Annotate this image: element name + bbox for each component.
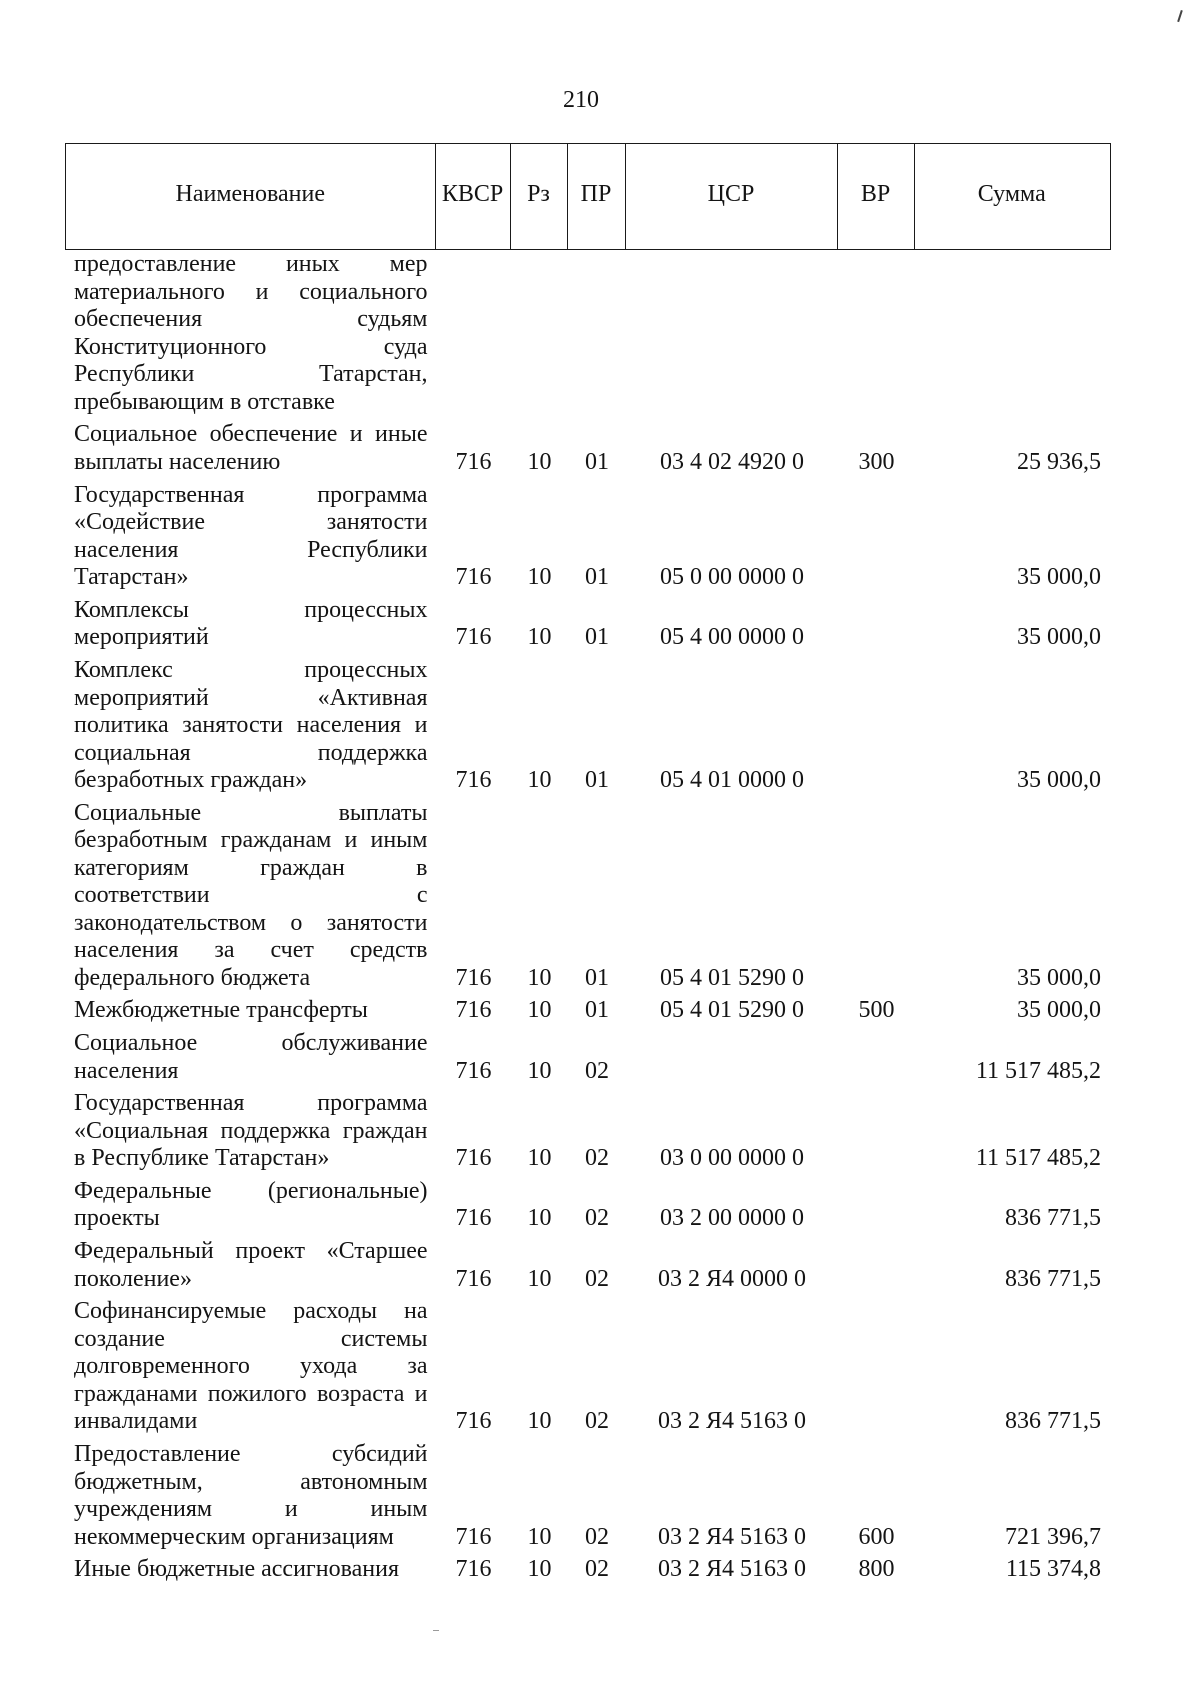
row-department-code: 716: [455, 564, 492, 591]
row-section-code: 10: [527, 448, 552, 475]
row-department-code: 716: [455, 624, 492, 651]
row-amount: 35 000,0: [1017, 767, 1101, 793]
row-section-code: 10: [527, 564, 552, 591]
table-header: [65, 143, 1111, 250]
budget-table: [65, 143, 1111, 1584]
row-amount: 11 517 485,2: [975, 1145, 1101, 1172]
row-section-code: 10: [527, 624, 552, 651]
row-name-line: Татарстан»: [74, 564, 189, 591]
row-name-line: законодательством о занятости: [74, 909, 428, 936]
row-amount: 836 771,5: [1005, 1205, 1101, 1232]
row-name-line: Предоставление субсидий: [74, 1441, 428, 1467]
row-department-code: 716: [455, 448, 492, 475]
row-name-line: Конституционного суда: [74, 333, 428, 360]
row-name-line: Федеральный проект «Старшее: [74, 1238, 428, 1265]
table-row: [65, 251, 1111, 416]
row-name-line: долговременного ухода за: [74, 1353, 428, 1380]
row-name-cell: [65, 1090, 436, 1173]
row-name-cell: [65, 1298, 436, 1436]
table-row: [65, 597, 1111, 652]
row-name-line: соответствии с: [74, 882, 428, 909]
header-name: Наименование: [66, 144, 436, 249]
row-department-code: 716: [455, 1205, 492, 1232]
header-expense-type-code: ВР: [838, 144, 915, 249]
row-subsection-code: 01: [585, 624, 609, 651]
row-department-code: 716: [455, 1145, 492, 1172]
row-section-code: 10: [527, 1057, 552, 1084]
row-department-code: 716: [455, 997, 492, 1024]
row-department-code: 716: [455, 1523, 492, 1550]
row-section-code: 10: [527, 1523, 552, 1550]
row-target-item-code: 05 4 01 0000 0: [660, 767, 804, 793]
row-amount: 35 000,0: [1017, 997, 1101, 1024]
row-name-line: Республики Татарстан,: [74, 361, 428, 388]
row-name-line: некоммерческим организациям: [74, 1523, 394, 1550]
page-number: 210: [563, 87, 599, 113]
row-target-item-code: 03 2 Я4 5163 0: [657, 1408, 806, 1435]
row-target-item-code: 03 2 Я4 0000 0: [657, 1265, 806, 1292]
row-amount: 25 936,5: [1017, 448, 1101, 475]
row-subsection-code: 02: [585, 1556, 609, 1583]
row-target-item-code: 03 2 00 0000 0: [660, 1205, 804, 1232]
row-name-cell: [65, 997, 436, 1025]
table-row: [65, 482, 1111, 592]
row-department-code: 716: [455, 1265, 492, 1292]
table-row: [65, 1556, 1111, 1584]
table-row: [65, 1178, 1111, 1233]
row-department-code: 716: [455, 1408, 492, 1435]
row-expense-type-code: 300: [858, 448, 895, 475]
row-department-code: 716: [455, 1057, 492, 1084]
row-name-line: Софинансируемые расходы на: [74, 1298, 428, 1325]
table-row: [65, 800, 1111, 993]
row-name-line: категориям граждан в: [74, 854, 428, 881]
row-name-cell: [65, 1238, 436, 1293]
row-section-code: 10: [527, 1205, 552, 1232]
row-name-line: проекты: [74, 1205, 160, 1232]
row-name-line: Социальное обслуживание: [74, 1030, 428, 1057]
header-subsection-code: ПР: [568, 144, 626, 249]
scan-mark: [1177, 10, 1182, 22]
row-target-item-code: 03 2 Я4 5163 0: [657, 1556, 806, 1583]
row-section-code: 10: [527, 767, 552, 793]
row-subsection-code: 01: [585, 997, 609, 1024]
row-expense-type-code: 500: [858, 997, 895, 1024]
row-name-line: материального и социального: [74, 278, 428, 305]
row-amount: 115 374,8: [1005, 1556, 1101, 1583]
row-name-line: Иные бюджетные ассигнования: [74, 1556, 399, 1583]
row-subsection-code: 01: [585, 964, 609, 991]
row-name-line: населения за счет средств: [74, 937, 428, 964]
row-name-line: социальная поддержка: [74, 739, 428, 766]
row-name-line: Комплекс процессных: [74, 657, 428, 683]
row-subsection-code: 02: [585, 1057, 609, 1084]
row-amount: 11 517 485,2: [975, 1057, 1101, 1084]
row-name-cell: [65, 1030, 436, 1085]
row-subsection-code: 02: [585, 1408, 609, 1435]
row-name-line: мероприятий: [74, 624, 209, 651]
row-target-item-code: 05 4 01 5290 0: [660, 964, 804, 991]
header-amount: Сумма: [977, 181, 1046, 207]
row-amount: 35 000,0: [1017, 564, 1101, 591]
row-amount: 836 771,5: [1005, 1408, 1101, 1435]
row-name-cell: [65, 1441, 436, 1551]
row-name-line: создание системы: [74, 1325, 428, 1352]
row-section-code: 10: [527, 1408, 552, 1435]
row-target-item-code: 05 4 01 5290 0: [660, 997, 804, 1024]
row-subsection-code: 01: [585, 448, 609, 475]
row-name-line: Социальные выплаты: [74, 799, 428, 826]
row-name-cell: [65, 597, 436, 652]
row-name-line: мероприятий «Активная: [74, 684, 428, 711]
table-body: [65, 250, 1111, 1584]
row-name-cell: [65, 800, 436, 993]
row-subsection-code: 01: [585, 564, 609, 591]
row-amount: 836 771,5: [1005, 1265, 1101, 1292]
table-row: [65, 1298, 1111, 1436]
table-row: [65, 1441, 1111, 1551]
row-section-code: 10: [527, 1145, 552, 1172]
row-name-line: населения: [74, 1057, 179, 1084]
row-target-item-code: 05 0 00 0000 0: [660, 564, 804, 591]
row-expense-type-code: 800: [858, 1556, 895, 1583]
row-name-line: гражданами пожилого возраста и: [74, 1380, 428, 1407]
row-name-cell: [65, 482, 436, 592]
row-department-code: 716: [455, 1556, 492, 1583]
row-name-line: Государственная программа: [74, 1090, 428, 1117]
table-row: [65, 1030, 1111, 1085]
row-name-line: выплаты населению: [74, 448, 281, 475]
row-name-line: Комплексы процессных: [74, 596, 428, 623]
table-row: [65, 421, 1111, 476]
row-name-cell: [65, 251, 436, 416]
row-section-code: 10: [527, 1265, 552, 1292]
row-name-line: безработных граждан»: [74, 767, 308, 793]
row-name-line: безработным гражданам и иным: [74, 827, 428, 854]
row-name-line: обеспечения судьям: [74, 306, 428, 333]
row-name-line: Межбюджетные трансферты: [74, 997, 368, 1024]
row-name-cell: [65, 1178, 436, 1233]
row-subsection-code: 02: [585, 1145, 609, 1172]
row-name-line: поколение»: [74, 1265, 192, 1292]
row-department-code: 716: [455, 964, 492, 991]
row-name-cell: [65, 421, 436, 476]
row-section-code: 10: [527, 1556, 552, 1583]
header-department-code: КВСР: [436, 144, 511, 249]
row-target-item-code: 03 0 00 0000 0: [660, 1145, 804, 1172]
row-amount: 721 396,7: [1005, 1523, 1101, 1550]
row-name-cell: [65, 1556, 436, 1584]
row-expense-type-code: 600: [858, 1523, 895, 1550]
row-name-line: бюджетным, автономным: [74, 1468, 428, 1495]
row-name-line: «Социальная поддержка граждан: [74, 1117, 428, 1144]
table-row: [65, 1090, 1111, 1173]
row-name-line: «Содействие занятости: [74, 509, 428, 536]
row-name-line: Государственная программа: [74, 481, 428, 508]
row-name-line: федерального бюджета: [74, 964, 311, 991]
table-row: [65, 657, 1111, 795]
header-target-item-code: ЦСР: [626, 144, 838, 249]
row-name-line: Социальное обеспечение и иные: [74, 421, 428, 448]
row-target-item-code: 05 4 00 0000 0: [660, 624, 804, 651]
table-row: [65, 1238, 1111, 1293]
row-name-line: пребывающим в отставке: [74, 388, 335, 415]
row-name-line: предоставление иных мер: [74, 251, 428, 278]
row-name-line: политика занятости населения и: [74, 712, 428, 738]
row-target-item-code: 03 2 Я4 5163 0: [657, 1523, 806, 1550]
row-subsection-code: 02: [585, 1265, 609, 1292]
row-name-line: Федеральные (региональные): [74, 1177, 428, 1204]
header-section-code: Рз: [511, 144, 568, 249]
row-target-item-code: 03 4 02 4920 0: [660, 448, 804, 475]
row-name-cell: [65, 657, 436, 795]
row-department-code: 716: [455, 767, 492, 793]
row-name-line: в Республике Татарстан»: [74, 1145, 330, 1172]
row-name-line: инвалидами: [74, 1408, 198, 1435]
row-name-line: учреждениям и иным: [74, 1496, 428, 1522]
row-section-code: 10: [527, 964, 552, 991]
row-subsection-code: 02: [585, 1205, 609, 1232]
row-subsection-code: 02: [585, 1523, 609, 1550]
row-amount: 35 000,0: [1017, 624, 1101, 651]
row-subsection-code: 01: [585, 767, 609, 793]
row-section-code: 10: [527, 997, 552, 1024]
row-name-line: населения Республики: [74, 536, 428, 563]
scan-mark: [433, 1630, 439, 1631]
row-amount: 35 000,0: [1017, 964, 1101, 991]
table-row: [65, 997, 1111, 1025]
